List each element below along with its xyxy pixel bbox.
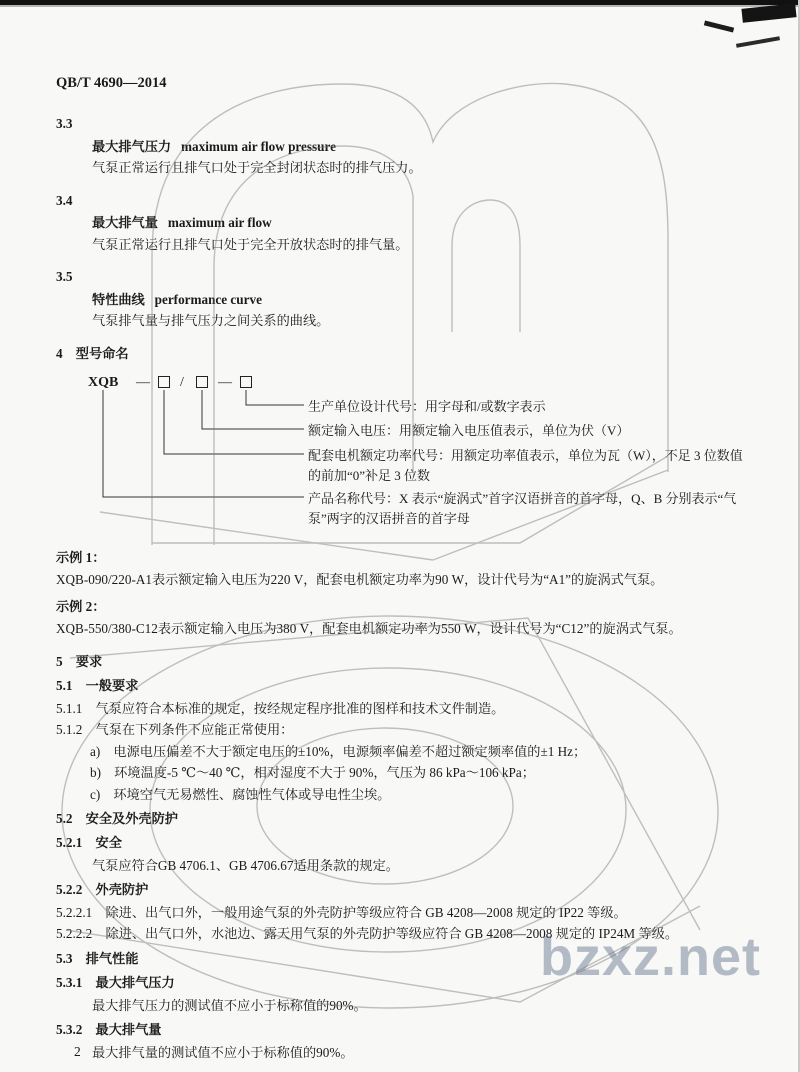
section-5-3-2-heading: 5.3.2 最大排气量 (56, 1022, 162, 1038)
clause-5-2-1-body: 气泵应符合GB 4706.1、GB 4706.67适用条款的规定。 (92, 857, 399, 873)
example-1-label: 示例 1： (56, 550, 106, 565)
model-designation-diagram (56, 372, 768, 542)
section-5-heading: 5 要求 (56, 653, 103, 669)
page-number: 2 (74, 1044, 81, 1059)
term-cn: 最大排气压力 (92, 138, 172, 154)
doc-number: QB/T 4690—2014 (56, 75, 167, 91)
clause-5-2-2-2: 5.2.2.2 除进、出气口外，水池边、露天用气泵的外壳防护等级应符合 GB 4208—2008 规定的 IP24M 等级。 (56, 926, 679, 942)
clause-number-3-3: 3.3 (56, 116, 73, 132)
section-5-2-2-heading: 5.2.2 外壳防护 (56, 882, 149, 898)
clause-5-1-1: 5.1.1 气泵应符合本标准的规定，按经规定程序批准的图样和技术文件制造。 (56, 700, 505, 716)
term-en: performance curve (154, 291, 262, 307)
model-separator: — (218, 375, 232, 390)
section-5-2-1-heading: 5.2.1 安全 (56, 835, 122, 851)
model-code-box (240, 376, 252, 388)
term-cn: 特性曲线 (92, 291, 145, 307)
scan-edge-artifact (0, 5, 798, 7)
section-5-3-heading: 5.3 排气性能 (56, 950, 139, 966)
section-5-1-heading: 5.1 一般要求 (56, 678, 139, 694)
condition-item-a: a) 电源电压偏差不大于额定电压的±10%，电源频率偏差不超过额定频率值的±1 Hz； (90, 743, 587, 759)
clause-5-3-2-body: 最大排气量的测试值不应小于标称值的90%。 (92, 1044, 354, 1060)
clause-5-2-2-1: 5.2.2.1 除进、出气口外，一般用途气泵的外壳防护等级应符合 GB 4208—2008 规定的 IP22 等级。 (56, 904, 627, 920)
condition-item-c: c) 环境空气无易燃性、腐蚀性气体或导电性尘埃。 (90, 786, 391, 802)
term-line (92, 290, 768, 310)
term-line (92, 137, 768, 157)
callout-rated-voltage: 额定输入电压：用额定输入电压值表示，单位为伏（V） (308, 423, 630, 438)
model-code-box (196, 376, 208, 388)
section-5-2-heading: 5.2 安全及外壳防护 (56, 810, 178, 826)
clause-number-3-4: 3.4 (56, 192, 73, 208)
watermark-site-text: bzxz.net (540, 927, 762, 987)
condition-item-b: b) 环境温度-5 ℃～40 ℃，相对湿度不大于 90%，气压为 86 kPa～106 kPa； (90, 765, 535, 781)
example-2-label: 示例 2： (56, 598, 106, 614)
term-line (92, 213, 768, 233)
model-separator: / (180, 375, 184, 390)
callout-product-name-code: 产品名称代号：X 表示“旋涡式”首字汉语拼音的首字母，Q、B 分别表示“气泵”两字的汉语拼音的首字母 (308, 491, 737, 527)
section-5-3-1-heading: 5.3.1 最大排气压力 (56, 975, 175, 991)
term-definition: 气泵正常运行且排气口处于完全开放状态时的排气量。 (92, 236, 409, 252)
clause-5-1-2: 5.1.2 气泵在下列条件下应能正常使用： (56, 722, 294, 738)
example-1-text: XQB-090/220-A1表示额定输入电压为220 V，配套电机额定功率为90 W，设计代号为“A1”的旋涡式气泵。 (56, 572, 664, 588)
term-definition: 气泵排气量与排气压力之间关系的曲线。 (92, 313, 330, 329)
term-en: maximum air flow pressure (181, 138, 336, 154)
model-code-box (158, 376, 170, 388)
callout-rated-power: 配套电机额定功率代号：用额定功率值表示，单位为瓦（W），不足 3 位数值的前加“0”补足 3 位数 (308, 448, 743, 484)
clause-number-3-5: 3.5 (56, 269, 73, 285)
term-cn: 最大排气量 (92, 215, 158, 231)
model-separator: — (136, 375, 150, 390)
section-4-heading: 4 型号命名 (56, 345, 129, 361)
model-prefix: XQB (88, 375, 119, 390)
term-en: maximum air flow (167, 215, 272, 231)
callout-design-code: 生产单位设计代号：用字母和/或数字表示 (308, 399, 546, 414)
term-definition: 气泵正常运行且排气口处于完全封闭状态时的排气压力。 (92, 160, 422, 176)
clause-5-3-1-body: 最大排气压力的测试值不应小于标称值的90%。 (92, 997, 367, 1013)
example-2-text: XQB-550/380-C12表示额定输入电压为380 V，配套电机额定功率为550 W，设计代号为“C12”的旋涡式气泵。 (56, 621, 682, 637)
